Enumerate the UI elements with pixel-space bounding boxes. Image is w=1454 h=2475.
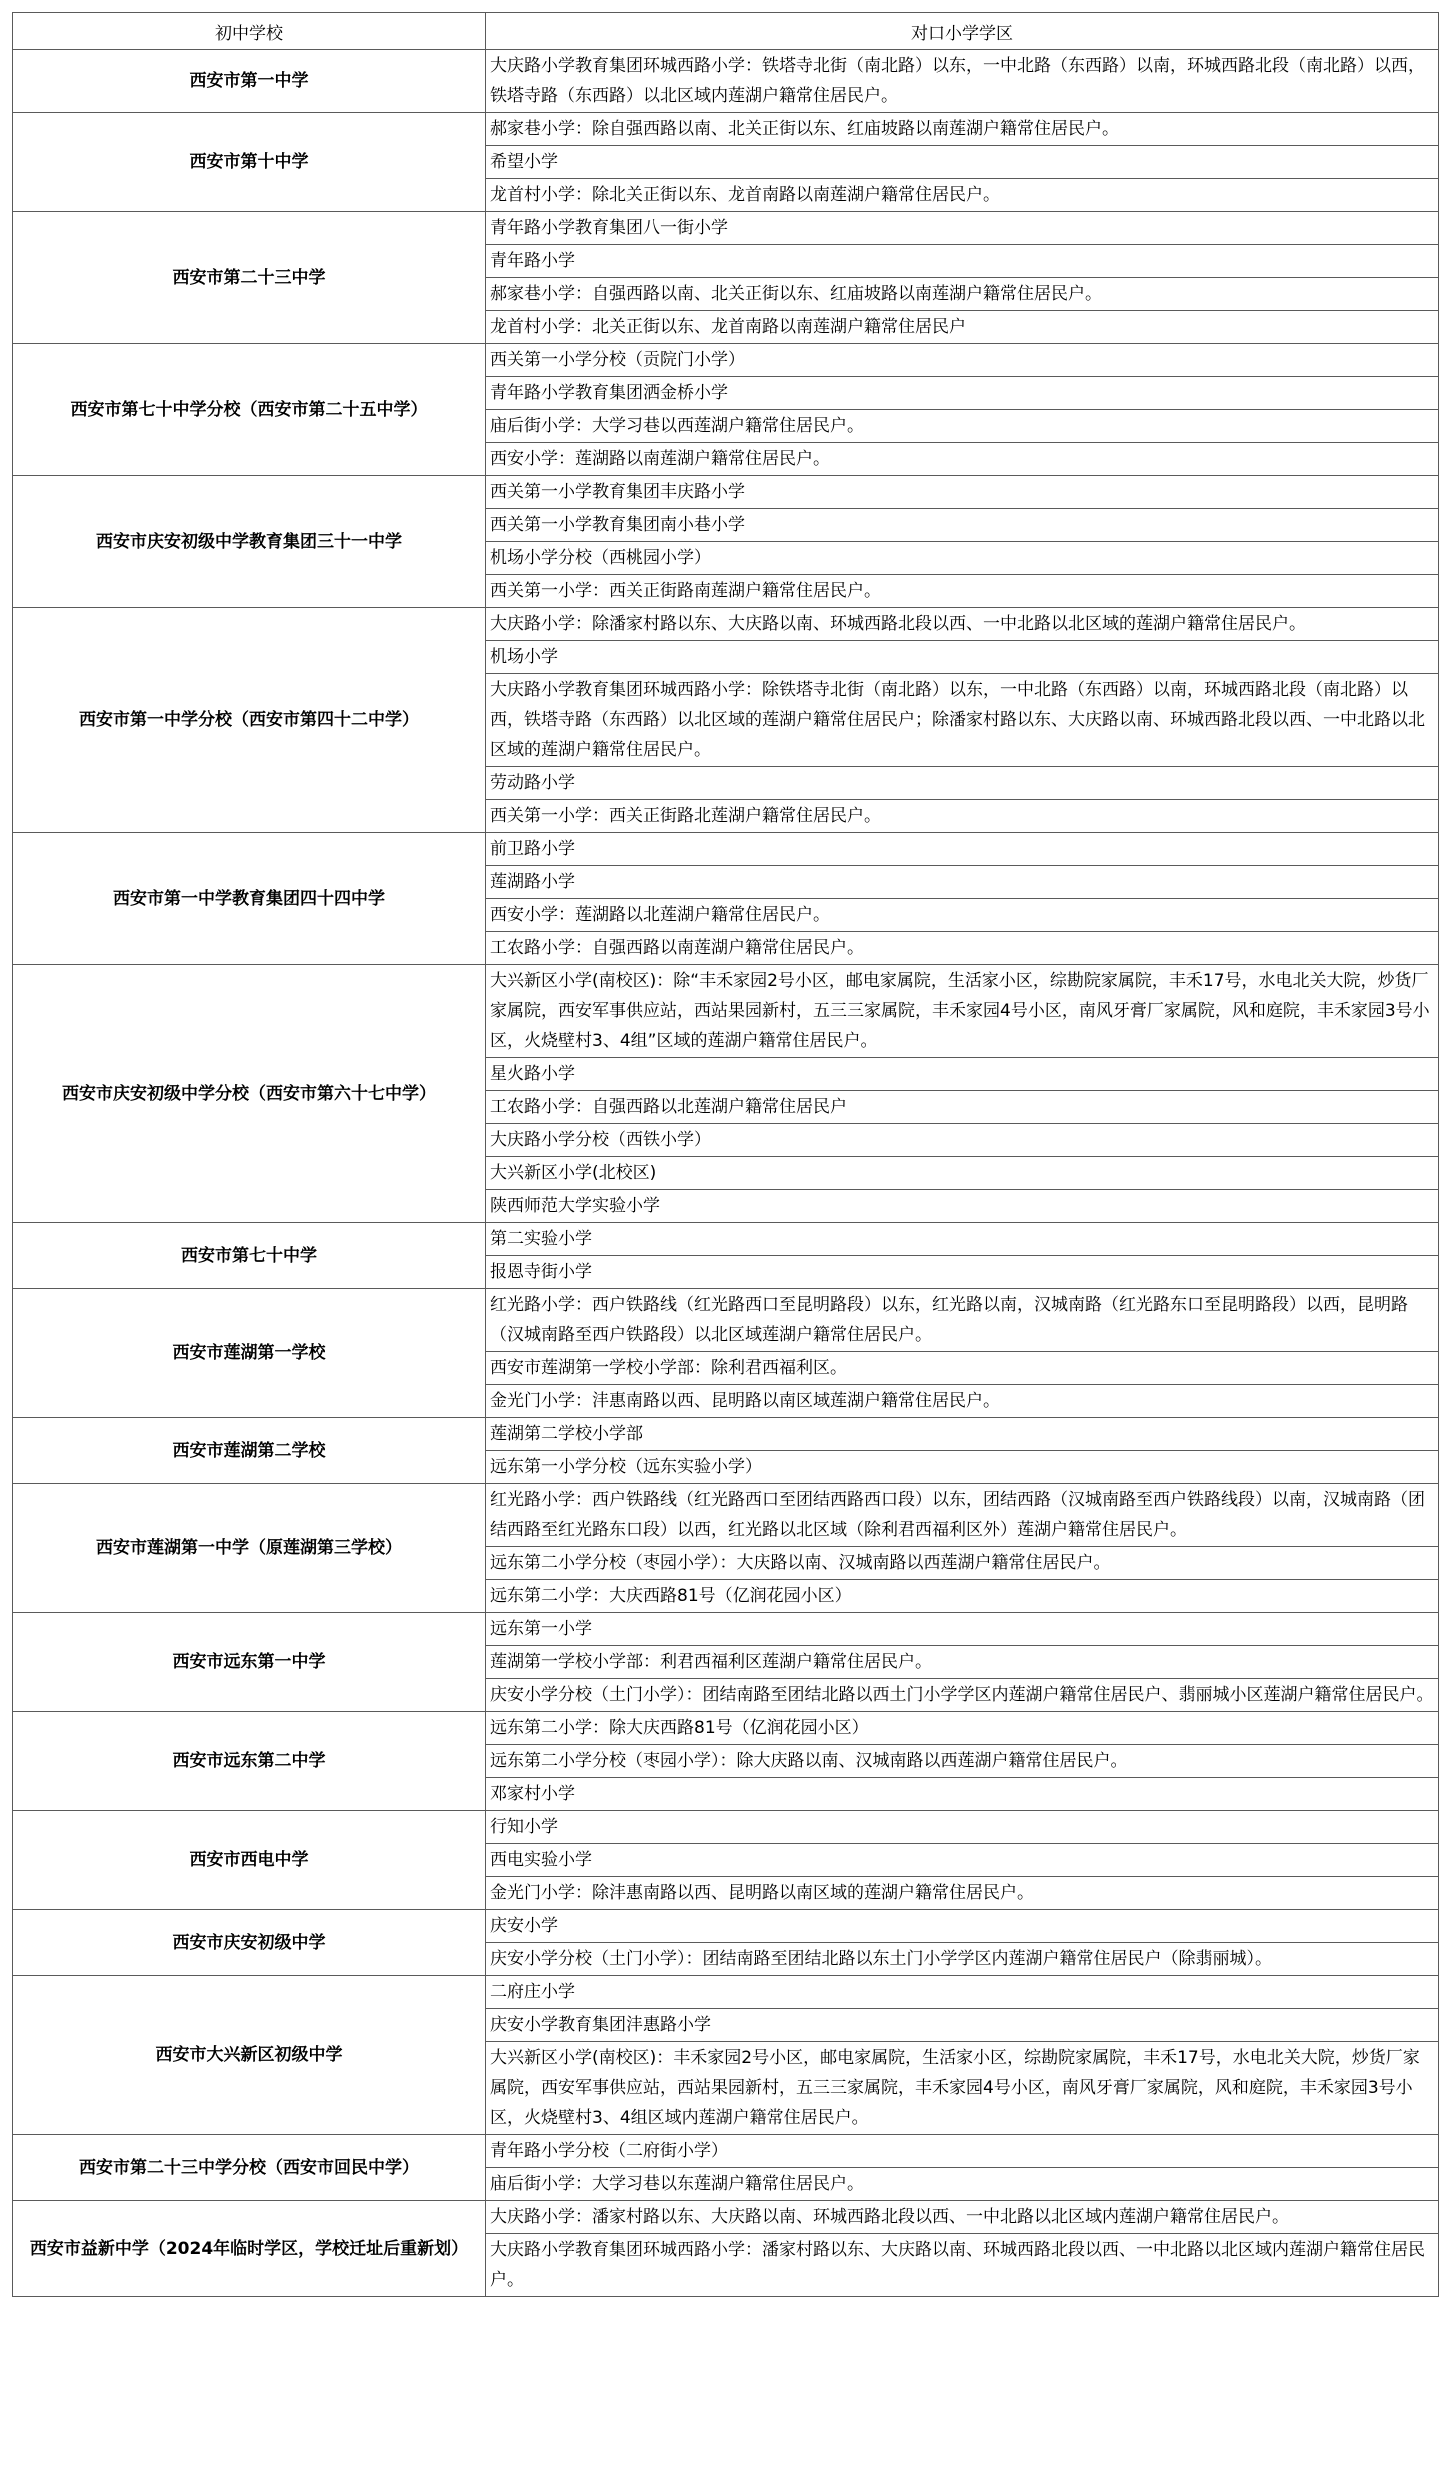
primary-district-cell: 工农路小学：自强西路以南莲湖户籍常住居民户。 — [486, 932, 1439, 965]
junior-school-cell: 西安市莲湖第一中学（原莲湖第三学校） — [13, 1484, 486, 1613]
primary-district-cell: 劳动路小学 — [486, 767, 1439, 800]
junior-school-cell: 西安市西电中学 — [13, 1811, 486, 1910]
primary-district-cell: 前卫路小学 — [486, 833, 1439, 866]
table-row — [13, 476, 1439, 509]
primary-district-cell: 西安市莲湖第一学校小学部：除利君西福利区。 — [486, 1352, 1439, 1385]
junior-school-cell: 西安市第二十三中学 — [13, 212, 486, 344]
table-row — [13, 1910, 1439, 1943]
junior-school-cell: 西安市第一中学教育集团四十四中学 — [13, 833, 486, 965]
primary-district-cell: 庆安小学分校（土门小学）：团结南路至团结北路以东土门小学学区内莲湖户籍常住居民户（除翡丽城）。 — [486, 1943, 1439, 1976]
junior-school-cell: 西安市第一中学分校（西安市第四十二中学） — [13, 608, 486, 833]
primary-district-cell: 金光门小学：除沣惠南路以西、昆明路以南区域的莲湖户籍常住居民户。 — [486, 1877, 1439, 1910]
primary-district-cell: 庆安小学 — [486, 1910, 1439, 1943]
primary-district-cell: 西关第一小学分校（贡院门小学） — [486, 344, 1439, 377]
primary-district-cell: 大兴新区小学(南校区)：除“丰禾家园2号小区，邮电家属院，生活家小区，综勘院家属院，丰禾17号，水电北关大院，炒货厂家属院，西安军事供应站，西站果园新村，五三三家属院，丰禾家园4号小区，南风牙膏厂家属院，风和庭院，丰禾家园3号小区，火烧壁村3、4组”区域的莲湖户籍常住居民户。 — [486, 965, 1439, 1058]
table-row — [13, 833, 1439, 866]
primary-district-cell: 西电实验小学 — [486, 1844, 1439, 1877]
primary-district-cell: 工农路小学：自强西路以北莲湖户籍常住居民户 — [486, 1091, 1439, 1124]
primary-district-cell: 希望小学 — [486, 146, 1439, 179]
primary-district-cell: 远东第一小学 — [486, 1613, 1439, 1646]
header-district: 对口小学学区 — [486, 13, 1439, 50]
table-row — [13, 1484, 1439, 1547]
table-row — [13, 1811, 1439, 1844]
primary-district-cell: 陕西师范大学实验小学 — [486, 1190, 1439, 1223]
primary-district-cell: 大庆路小学：潘家村路以东、大庆路以南、环城西路北段以西、一中北路以北区域内莲湖户籍常住居民户。 — [486, 2201, 1439, 2234]
primary-district-cell: 郝家巷小学：自强西路以南、北关正街以东、红庙坡路以南莲湖户籍常住居民户。 — [486, 278, 1439, 311]
junior-school-cell: 西安市庆安初级中学教育集团三十一中学 — [13, 476, 486, 608]
primary-district-cell: 大庆路小学教育集团环城西路小学：潘家村路以东、大庆路以南、环城西路北段以西、一中北路以北区域内莲湖户籍常住居民户。 — [486, 2234, 1439, 2297]
primary-district-cell: 红光路小学：西户铁路线（红光路西口至昆明路段）以东，红光路以南，汉城南路（红光路东口至昆明路段）以西，昆明路（汉城南路至西户铁路段）以北区域莲湖户籍常住居民户。 — [486, 1289, 1439, 1352]
primary-district-cell: 青年路小学分校（二府街小学） — [486, 2135, 1439, 2168]
table-row — [13, 965, 1439, 1058]
table-row — [13, 50, 1439, 113]
primary-district-cell: 龙首村小学：除北关正街以东、龙首南路以南莲湖户籍常住居民户。 — [486, 179, 1439, 212]
primary-district-cell: 大兴新区小学(南校区)：丰禾家园2号小区，邮电家属院，生活家小区，综勘院家属院，丰禾17号，水电北关大院，炒货厂家属院，西安军事供应站，西站果园新村，五三三家属院，丰禾家园4号小区，南风牙膏厂家属院，风和庭院，丰禾家园3号小区，火烧壁村3、4组区域内莲湖户籍常住居民户。 — [486, 2042, 1439, 2135]
junior-school-cell: 西安市第七十中学分校（西安市第二十五中学） — [13, 344, 486, 476]
school-district-table — [12, 12, 1439, 2297]
table-body — [13, 50, 1439, 2297]
junior-school-cell: 西安市庆安初级中学分校（西安市第六十七中学） — [13, 965, 486, 1223]
primary-district-cell: 龙首村小学：北关正街以东、龙首南路以南莲湖户籍常住居民户 — [486, 311, 1439, 344]
primary-district-cell: 机场小学分校（西桃园小学） — [486, 542, 1439, 575]
primary-district-cell: 大庆路小学教育集团环城西路小学：除铁塔寺北街（南北路）以东，一中北路（东西路）以南，环城西路北段（南北路）以西，铁塔寺路（东西路）以北区域的莲湖户籍常住居民户；除潘家村路以东、大庆路以南、环城西路北段以西、一中北路以北区域的莲湖户籍常住居民户。 — [486, 674, 1439, 767]
primary-district-cell: 金光门小学：沣惠南路以西、昆明路以南区域莲湖户籍常住居民户。 — [486, 1385, 1439, 1418]
primary-district-cell: 远东第一小学分校（远东实验小学） — [486, 1451, 1439, 1484]
primary-district-cell: 行知小学 — [486, 1811, 1439, 1844]
primary-district-cell: 大庆路小学分校（西铁小学） — [486, 1124, 1439, 1157]
primary-district-cell: 西关第一小学教育集团丰庆路小学 — [486, 476, 1439, 509]
table-row — [13, 212, 1439, 245]
primary-district-cell: 西安小学：莲湖路以北莲湖户籍常住居民户。 — [486, 899, 1439, 932]
primary-district-cell: 红光路小学：西户铁路线（红光路西口至团结西路西口段）以东，团结西路（汉城南路至西户铁路线段）以南，汉城南路（团结西路至红光路东口段）以西，红光路以北区域（除利君西福利区外）莲湖户籍常住居民户。 — [486, 1484, 1439, 1547]
primary-district-cell: 西关第一小学教育集团南小巷小学 — [486, 509, 1439, 542]
junior-school-cell: 西安市远东第一中学 — [13, 1613, 486, 1712]
primary-district-cell: 庆安小学分校（土门小学）：团结南路至团结北路以西土门小学学区内莲湖户籍常住居民户、翡丽城小区莲湖户籍常住居民户。 — [486, 1679, 1439, 1712]
junior-school-cell: 西安市第十中学 — [13, 113, 486, 212]
primary-district-cell: 报恩寺街小学 — [486, 1256, 1439, 1289]
table-row — [13, 344, 1439, 377]
junior-school-cell: 西安市第二十三中学分校（西安市回民中学） — [13, 2135, 486, 2201]
primary-district-cell: 大兴新区小学(北校区) — [486, 1157, 1439, 1190]
primary-district-cell: 庆安小学教育集团沣惠路小学 — [486, 2009, 1439, 2042]
junior-school-cell: 西安市莲湖第二学校 — [13, 1418, 486, 1484]
primary-district-cell: 青年路小学教育集团洒金桥小学 — [486, 377, 1439, 410]
primary-district-cell: 西安小学：莲湖路以南莲湖户籍常住居民户。 — [486, 443, 1439, 476]
table-row — [13, 608, 1439, 641]
primary-district-cell: 大庆路小学：除潘家村路以东、大庆路以南、环城西路北段以西、一中北路以北区域的莲湖户籍常住居民户。 — [486, 608, 1439, 641]
header-row — [13, 13, 1439, 50]
header-school: 初中学校 — [13, 13, 486, 50]
table-row — [13, 2135, 1439, 2168]
primary-district-cell: 青年路小学教育集团八一街小学 — [486, 212, 1439, 245]
junior-school-cell: 西安市第七十中学 — [13, 1223, 486, 1289]
junior-school-cell: 西安市益新中学（2024年临时学区，学校迁址后重新划） — [13, 2201, 486, 2297]
primary-district-cell: 莲湖第一学校小学部：利君西福利区莲湖户籍常住居民户。 — [486, 1646, 1439, 1679]
primary-district-cell: 星火路小学 — [486, 1058, 1439, 1091]
primary-district-cell: 庙后街小学：大学习巷以西莲湖户籍常住居民户。 — [486, 410, 1439, 443]
primary-district-cell: 远东第二小学：除大庆西路81号（亿润花园小区） — [486, 1712, 1439, 1745]
table-row — [13, 1418, 1439, 1451]
table-row — [13, 1712, 1439, 1745]
school-district-sheet — [12, 12, 1438, 2297]
primary-district-cell: 第二实验小学 — [486, 1223, 1439, 1256]
table-row — [13, 1289, 1439, 1352]
primary-district-cell: 远东第二小学分校（枣园小学）：除大庆路以南、汉城南路以西莲湖户籍常住居民户。 — [486, 1745, 1439, 1778]
primary-district-cell: 西关第一小学：西关正街路北莲湖户籍常住居民户。 — [486, 800, 1439, 833]
junior-school-cell: 西安市远东第二中学 — [13, 1712, 486, 1811]
primary-district-cell: 莲湖路小学 — [486, 866, 1439, 899]
junior-school-cell: 西安市第一中学 — [13, 50, 486, 113]
table-row — [13, 2201, 1439, 2234]
junior-school-cell: 西安市庆安初级中学 — [13, 1910, 486, 1976]
primary-district-cell: 郝家巷小学：除自强西路以南、北关正街以东、红庙坡路以南莲湖户籍常住居民户。 — [486, 113, 1439, 146]
primary-district-cell: 邓家村小学 — [486, 1778, 1439, 1811]
junior-school-cell: 西安市大兴新区初级中学 — [13, 1976, 486, 2135]
primary-district-cell: 青年路小学 — [486, 245, 1439, 278]
primary-district-cell: 机场小学 — [486, 641, 1439, 674]
table-row — [13, 1976, 1439, 2009]
primary-district-cell: 莲湖第二学校小学部 — [486, 1418, 1439, 1451]
table-row — [13, 1613, 1439, 1646]
primary-district-cell: 二府庄小学 — [486, 1976, 1439, 2009]
primary-district-cell: 西关第一小学：西关正街路南莲湖户籍常住居民户。 — [486, 575, 1439, 608]
table-row — [13, 113, 1439, 146]
primary-district-cell: 大庆路小学教育集团环城西路小学：铁塔寺北街（南北路）以东，一中北路（东西路）以南，环城西路北段（南北路）以西，铁塔寺路（东西路）以北区域内莲湖户籍常住居民户。 — [486, 50, 1439, 113]
primary-district-cell: 远东第二小学分校（枣园小学）：大庆路以南、汉城南路以西莲湖户籍常住居民户。 — [486, 1547, 1439, 1580]
table-row — [13, 1223, 1439, 1256]
junior-school-cell: 西安市莲湖第一学校 — [13, 1289, 486, 1418]
primary-district-cell: 远东第二小学：大庆西路81号（亿润花园小区） — [486, 1580, 1439, 1613]
primary-district-cell: 庙后街小学：大学习巷以东莲湖户籍常住居民户。 — [486, 2168, 1439, 2201]
